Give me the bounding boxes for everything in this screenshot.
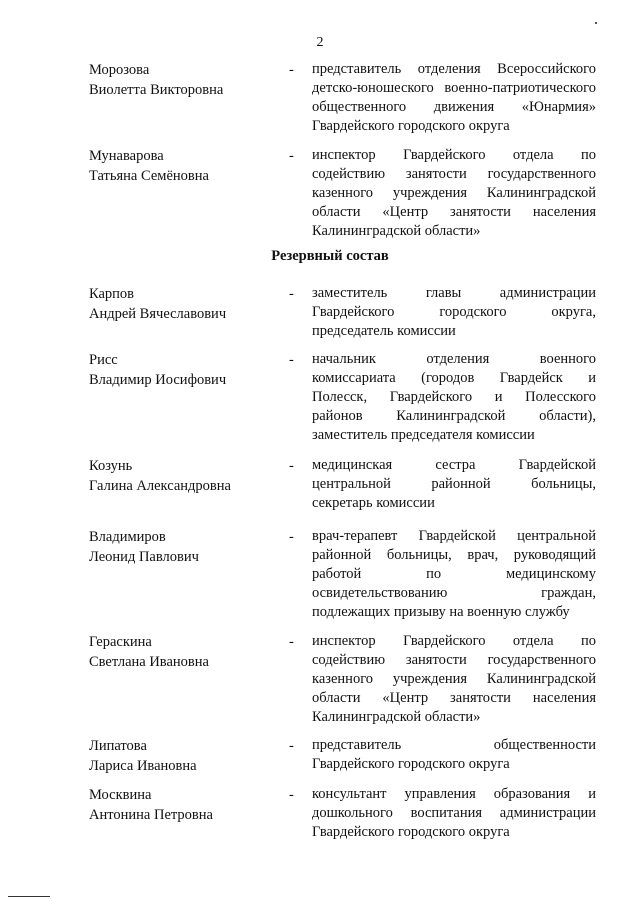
member-dash: - <box>289 286 294 302</box>
member-role-line: заместитель главы администрации <box>312 285 596 301</box>
member-role <box>312 146 596 241</box>
member-role-line: подлежащих призыву на военную службу <box>312 604 570 620</box>
member-role-line: инспектор Гвардейского отдела по <box>312 147 596 163</box>
member-role-line: Гвардейского городского округа, <box>312 304 596 320</box>
member-role <box>312 350 596 445</box>
member-dash: - <box>289 458 294 474</box>
member-role-line: начальник отделения военного <box>312 351 596 367</box>
member-role-line: инспектор Гвардейского отдела по <box>312 633 596 649</box>
member-role <box>312 527 596 622</box>
member-role <box>312 456 596 513</box>
member-role-line: заместитель председателя комиссии <box>312 427 535 443</box>
member-name <box>89 146 279 186</box>
page-number: 2 <box>316 35 324 50</box>
member-role-line: Гвардейского городского округа <box>312 824 510 840</box>
member-role-line: Гвардейского городского округа <box>312 756 510 772</box>
member-dash: - <box>289 634 294 650</box>
member-dash: - <box>289 352 294 368</box>
member-given-names: Виолетта Викторовна <box>89 82 224 98</box>
section-heading-reserve: Резервный состав <box>271 248 389 264</box>
member-name <box>89 632 279 672</box>
member-role-line: Калининградской области» <box>312 223 481 239</box>
member-role-line: общественного движения «Юнармия» <box>312 99 596 115</box>
member-surname: Гераскина <box>89 634 152 650</box>
member-role <box>312 632 596 727</box>
member-surname: Карпов <box>89 286 135 302</box>
member-given-names: Татьяна Семёновна <box>89 168 209 184</box>
member-role-line: области «Центр занятости населения <box>312 690 596 706</box>
member-given-names: Антонина Петровна <box>89 807 213 823</box>
member-role <box>312 785 596 842</box>
member-role-line: Калининградской области» <box>312 709 481 725</box>
member-role-line: председатель комиссии <box>312 323 456 339</box>
member-surname: Липатова <box>89 738 147 754</box>
member-role-line: представитель общественности <box>312 737 596 753</box>
member-role-line: дошкольного воспитания администрации <box>312 805 596 821</box>
member-role-line: районов Калининградской области), <box>312 408 596 424</box>
member-role <box>312 284 596 341</box>
member-name <box>89 350 279 390</box>
tick-mark <box>595 22 597 24</box>
member-given-names: Галина Александровна <box>89 478 231 494</box>
member-role-line: Полесск, Гвардейского и Полесского <box>312 389 596 405</box>
member-given-names: Лариса Ивановна <box>89 758 197 774</box>
member-name <box>89 785 279 825</box>
member-given-names: Владимир Иосифович <box>89 372 227 388</box>
member-role-line: консультант управления образования и <box>312 786 596 802</box>
member-surname: Морозова <box>89 62 150 78</box>
member-role-line: содействию занятости государственного <box>312 166 596 182</box>
member-name <box>89 736 279 776</box>
member-surname: Москвина <box>89 787 152 803</box>
member-role-line: казенного учреждения Калининградской <box>312 671 596 687</box>
footer-rule <box>8 896 50 897</box>
member-role-line: врач-терапевт Гвардейской центральной <box>312 528 596 544</box>
member-given-names: Леонид Павлович <box>89 549 199 565</box>
member-role-line: детско-юношеского военно-патриотического <box>312 80 596 96</box>
member-surname: Мунаварова <box>89 148 164 164</box>
member-role-line: Гвардейского городского округа <box>312 118 510 134</box>
member-surname: Козунь <box>89 458 133 474</box>
member-role-line: медицинская сестра Гвардейской <box>312 457 596 473</box>
member-name <box>89 60 279 100</box>
member-given-names: Светлана Ивановна <box>89 654 209 670</box>
member-role-line: освидетельствованию граждан, <box>312 585 596 601</box>
member-role-line: секретарь комиссии <box>312 495 435 511</box>
member-role-line: центральной районной больницы, <box>312 476 596 492</box>
member-role-line: комиссариата (городов Гвардейск и <box>312 370 596 386</box>
member-dash: - <box>289 529 294 545</box>
member-name <box>89 284 279 324</box>
member-role-line: области «Центр занятости населения <box>312 204 596 220</box>
member-given-names: Андрей Вячеславович <box>89 306 227 322</box>
member-dash: - <box>289 148 294 164</box>
member-name <box>89 527 279 567</box>
member-role-line: районной больницы, врач, руководящий <box>312 547 596 563</box>
member-name <box>89 456 279 496</box>
member-dash: - <box>289 62 294 78</box>
member-role-line: содействию занятости государственного <box>312 652 596 668</box>
member-surname: Владимиров <box>89 529 166 545</box>
member-role-line: казенного учреждения Калининградской <box>312 185 596 201</box>
member-role <box>312 736 596 774</box>
member-surname: Рисс <box>89 352 118 368</box>
member-dash: - <box>289 738 294 754</box>
member-role-line: представитель отделения Всероссийского <box>312 61 596 77</box>
member-role-line: работой по медицинскому <box>312 566 596 582</box>
member-dash: - <box>289 787 294 803</box>
member-role <box>312 60 596 136</box>
